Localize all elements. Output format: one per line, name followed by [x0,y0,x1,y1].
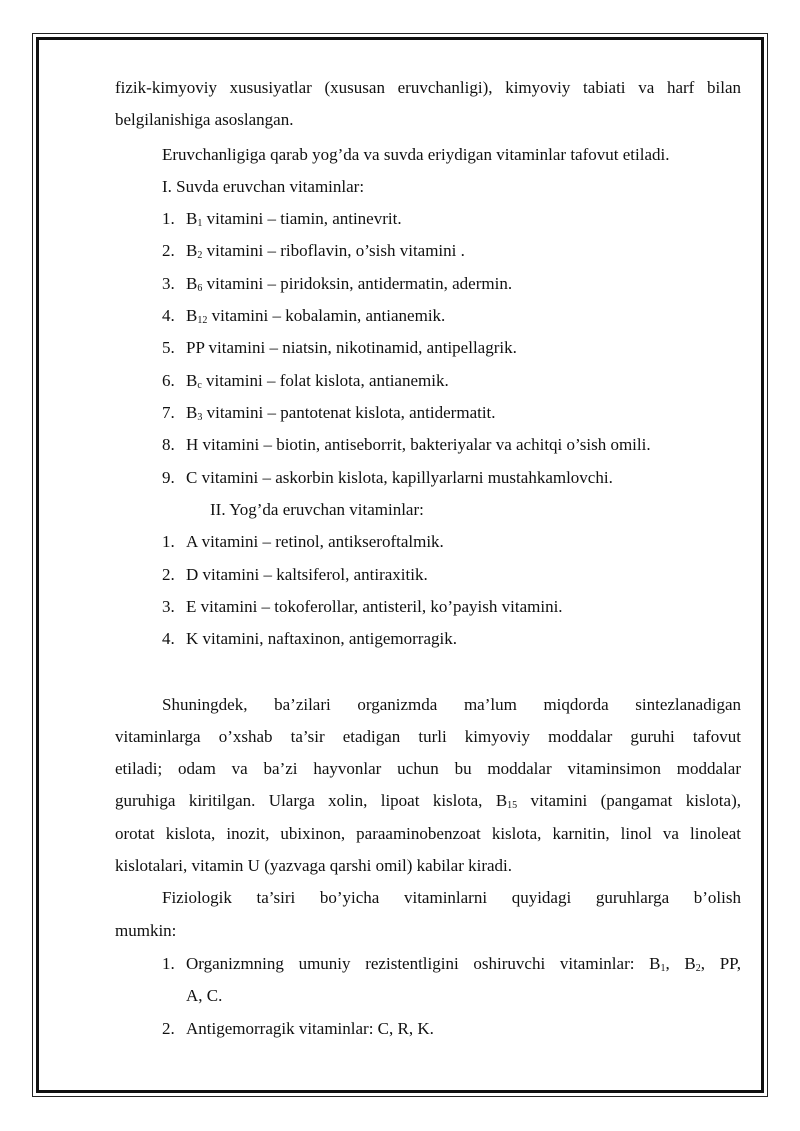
list-item: 4. K vitamini, naftaxinon, antigemorragik. [162,629,457,648]
list-item: 2. Antigemorragik vitaminlar: C, R, K. [162,1019,434,1038]
list-item: 1. Organizmning umuniy rezistentligini oshiruvchi vitaminlar: $B_1$, $B_2$, PP, [162,954,742,974]
group-heading-water-soluble: I. Suvda eruvchan vitaminlar: [162,177,365,196]
list-item: 8. H vitamini – biotin, antiseborrit, bakteriyalar va achitqi o’sish omili. [162,435,651,454]
list-item: 2. $B_2$ vitamini – riboflavin, o’sish vitamini . [162,241,465,261]
intro-text: Eruvchanligiga qarab yog’da va suvda eriydigan vitaminlar tafovut etiladi. [162,145,670,164]
paragraph-line: vitaminlarga o’xshab ta’sir etadigan turli kimyoviy moddalar guruhi tafovut [115,727,741,746]
list-item: 2. D vitamini – kaltsiferol, antiraxitik. [162,565,428,584]
paragraph-line: Fiziologik ta’siri bo’yicha vitaminlarni quyidagi guruhlarga b’olish [162,888,741,907]
list-item: 4. $B_{12}$ vitamini – kobalamin, antianemik. [162,306,446,326]
group-heading-fat-soluble: II. Yog’da eruvchan vitaminlar: [210,500,424,519]
list-item: 7. $B_3$ vitamini – pantotenat kislota, antidermatit. [162,403,496,423]
paragraph-line: Shuningdek, ba’zilari organizmda ma’lum miqdorda sintezlanadigan [162,695,741,714]
list-item: 1. $B_1$ vitamini – tiamin, antinevrit. [162,209,402,229]
list-item: 3. E vitamini – tokoferollar, antisteril, ko’payish vitamini. [162,597,563,616]
paragraph-line: etiladi; odam va ba’zi hayvonlar uchun bu moddalar vitaminsimon moddalar [115,759,741,778]
list-item: 5. PP vitamini – niatsin, nikotinamid, antipellagrik. [162,338,517,357]
paragraph-line: guruhiga kiritilgan. Ularga xolin, lipoat kislota, $B_{15}$ vitamini (pangamat kislota), [115,791,741,811]
list-item: 6. $B_c$ vitamini – folat kislota, antianemik. [162,371,449,391]
paragraph-line: fizik-kimyoviy xususiyatlar (xususan eruvchanligi), kimyoviy tabiati va harf bilan [115,78,741,97]
list-item-continuation: A, C. [186,986,223,1005]
list-item: 9. C vitamini – askorbin kislota, kapillyarlarni mustahkamlovchi. [162,468,613,487]
paragraph-line: mumkin: [115,921,177,940]
paragraph-line: belgilanishiga asoslangan. [115,110,294,129]
paragraph-line: kislotalari, vitamin U (yazvaga qarshi omil) kabilar kiradi. [115,856,513,875]
list-item: 1. A vitamini – retinol, antikseroftalmik. [162,532,444,551]
paragraph-line: orotat kislota, inozit, ubixinon, paraaminobenzoat kislota, karnitin, linol va linoleat [115,824,741,843]
list-item: 3. $B_6$ vitamini – piridoksin, antidermatin, adermin. [162,274,513,294]
